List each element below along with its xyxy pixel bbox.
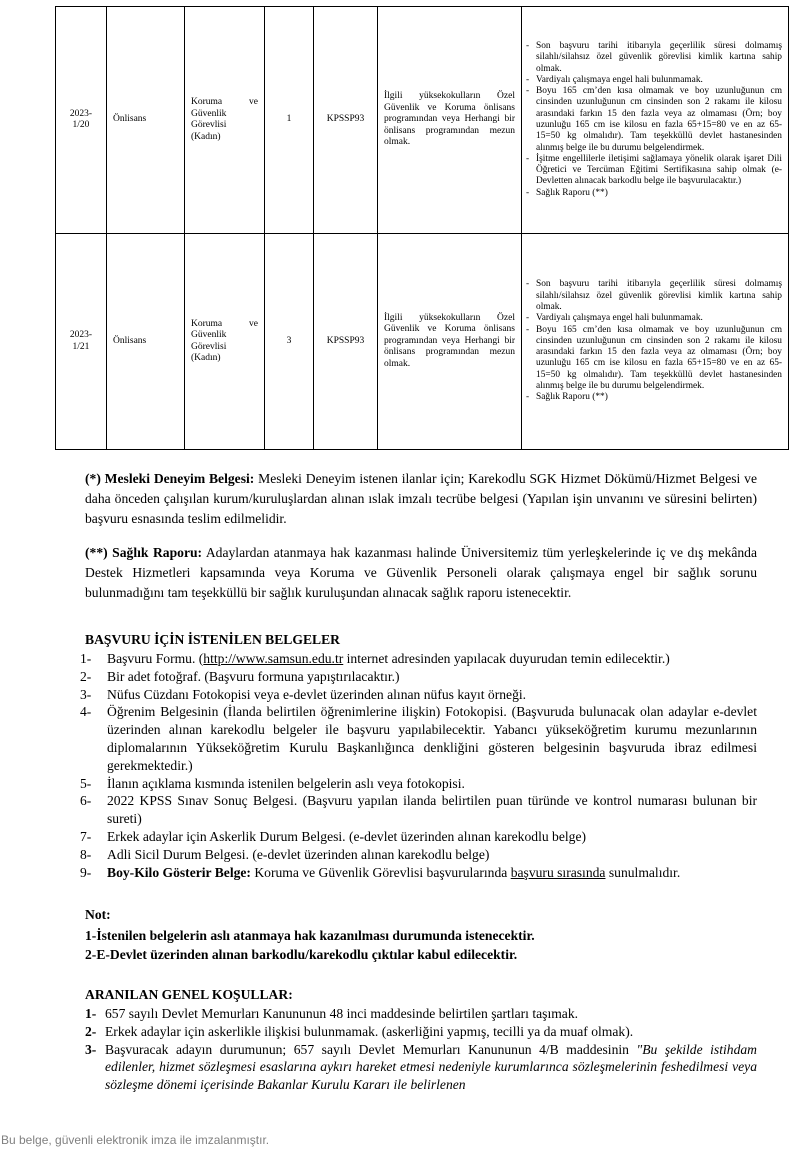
score-type: KPSSP93: [314, 234, 378, 450]
education-requirement: İlgili yüksekokulların Özel Güvenlik ve Koruma önlisans programından veya Herhangi bir önlisans programından mezun olmak.: [378, 7, 522, 234]
item-text: sunulmalıdır.: [605, 864, 681, 880]
list-item: [80, 864, 757, 882]
item-text: Öğrenim Belgesinin (İlanda belirtilen öğrenimlerine ilişkin) Fotokopisi. (Başvuruda bulunacak olan adaylar e-devlet üzerinden alınan karekodlu belgeler ile başvuru yapılabilecektir. Yabancı yükseköğretim kurumu mezunlarının diplomalarının Yükseköğretim Kurulu Başkanlığınca denkliğini gösteren belgesinin başvuruda ibraz edilmesi gerekmektedir.): [107, 704, 757, 773]
item-text: Adli Sicil Durum Belgesi. (e-devlet üzerinden alınan karekodlu belge): [107, 846, 490, 862]
note-professional-experience: [85, 469, 757, 529]
item-quote: "Bu şekilde istihdam edilenler, hizmet sözleşmesi esaslarına aykırı hareket etmesi nedeniyle kurumlarınca sözleşmelerinin feshedilmesi veya sözleşme dönemi içerisinde Bakanlar Kurulu Kararı ile belirlenen: [105, 1041, 757, 1093]
list-item: [80, 792, 757, 828]
list-item: [80, 828, 757, 846]
position-title: Koruma ve Güvenlik Görevlisi (Kadın): [185, 7, 265, 234]
condition-item: - Boyu 165 cm’den kısa olmamak ve boy uzunluğunun cm cinsinden uzunluğunun cm cinsinden son 2 rakamı ile kilosu arasındaki farkın 15 den fazla veya az olmaması (Örn; boy uzunluğu 165 cm ise kilosu en fazla 65+15=80 ve en az 65-15=50 kg olmalıdır). Tam teşekküllü devlet hastanesinden alınmış belge ile bu durumu belgelendirmek.: [526, 325, 782, 393]
note-label: (*) Mesleki Deneyim Belgesi:: [85, 471, 255, 486]
table-row: [56, 234, 789, 450]
item-text: Nüfus Cüzdanı Fotokopisi veya e-devlet üzerinden alınan nüfus kayıt örneği.: [107, 686, 527, 702]
e-signature-footer: Bu belge, güvenli elektronik imza ile imzalanmıştır.: [1, 1133, 270, 1147]
item-text: İlanın açıklama kısmında istenilen belgelerin aslı veya fotokopisi.: [107, 775, 465, 791]
general-conditions-list: [85, 1005, 757, 1094]
score-type: KPSSP93: [314, 7, 378, 234]
list-item: [80, 650, 757, 668]
note-health-report: [85, 543, 757, 603]
list-item: [80, 686, 757, 704]
item-number: 7-: [80, 828, 92, 844]
condition-item: - İşitme engellilerle iletişimi sağlamaya yönelik olarak işaret Dili Öğretici ve Tercüman Eğitimi Sertifikasına sahip olmak (e-Devletten alınacak barkodlu belge ile başvurulacaktır.): [526, 154, 782, 188]
list-item: [80, 668, 757, 686]
item-number: 3-: [80, 686, 92, 702]
not-line-2: 2-E-Devlet üzerinden alınan barkodlu/karekodlu çıktılar kabul edilecektir.: [85, 947, 518, 962]
item-bold-label: Boy-Kilo Gösterir Belge:: [107, 864, 251, 880]
item-text: Erkek adaylar için Askerlik Durum Belgesi. (e-devlet üzerinden alınan karekodlu belge): [107, 828, 587, 844]
list-item: [80, 703, 757, 774]
condition-item: - Sağlık Raporu (**): [526, 188, 782, 199]
position-code: 2023-1/20: [56, 7, 107, 234]
conditions-cell: [522, 7, 789, 234]
education-requirement: İlgili yüksekokulların Özel Güvenlik ve Koruma önlisans programından veya Herhangi bir önlisans programından mezun olmak.: [378, 234, 522, 450]
item-number: 5-: [80, 775, 92, 791]
item-text: Başvuracak adayın durumunun; 657 sayılı Devlet Memurları Kanununun 4/B maddesinin: [105, 1041, 637, 1057]
not-line-1: 1-İstenilen belgelerin aslı atanmaya hak kazanılması durumunda istenecektir.: [85, 928, 535, 943]
list-item: [85, 1023, 757, 1041]
condition-item: - Boyu 165 cm’den kısa olmamak ve boy uzunluğunun cm cinsinden uzunluğunun cm cinsinden son 2 rakamı ile kilosu arasındaki farkın 15 den fazla veya az olmaması (Örn; boy uzunluğu 165 cm ise kilosu en fazla 65+15=80 ve en az 65-15=50 kg olmalıdır). Tam teşekküllü devlet hastanesinden alınmış belge ile bu durumu belgelendirmek.: [526, 86, 782, 154]
condition-item: - Sağlık Raporu (**): [526, 392, 782, 403]
list-item: [85, 1041, 757, 1094]
item-text: 2022 KPSS Sınav Sonuç Belgesi. (Başvuru yapılan ilanda belirtilen puan türünde ve kontrol numarası bulunan bir sureti): [107, 793, 757, 827]
note-label: (**) Sağlık Raporu:: [85, 545, 203, 560]
item-underlined-text: başvuru sırasında: [510, 864, 606, 880]
list-item: [85, 1005, 757, 1023]
item-text: Koruma ve Güvenlik Görevlisi başvurularında: [250, 864, 511, 880]
general-conditions-heading: ARANILAN GENEL KOŞULLAR:: [85, 987, 293, 1002]
position-count: 1: [265, 7, 314, 234]
position-count: 3: [265, 234, 314, 450]
documents-heading: BAŞVURU İÇİN İSTENİLEN BELGELER: [85, 632, 340, 647]
item-text: internet adresinden yapılacak duyurudan temin edilecektir.): [343, 651, 670, 666]
item-text: 657 sayılı Devlet Memurları Kanununun 48 inci maddesinde belirtilen şartları taşımak.: [105, 1006, 579, 1021]
item-number: 2-: [80, 668, 92, 684]
item-text: Bir adet fotoğraf. (Başvuru formuna yapıştırılacaktır.): [107, 668, 400, 684]
not-heading: Not:: [85, 907, 111, 922]
item-text: Başvuru Formu. (: [107, 651, 204, 666]
item-number: 1-: [80, 651, 92, 666]
item-number: 8-: [80, 846, 92, 862]
university-website-link[interactable]: http://www.samsun.edu.tr: [203, 651, 344, 666]
list-item: [80, 846, 757, 864]
condition-item: - Son başvuru tarihi itibarıyla geçerlilik süresi dolmamış silahlı/silahsız özel güvenlik görevlisi kimlik kartına sahip olmak.: [526, 41, 782, 75]
position-code: 2023-1/21: [56, 234, 107, 450]
documents-list: [80, 650, 757, 881]
note-text: Mesleki Deneyim istenen ilanlar için; Karekodlu SGK Hizmet Dökümü/Hizmet Belgesi ve daha önceden çalışılan kurum/kuruluşlardan alınan ıslak imzalı tecrübe belgesi (Yapılan işin unvanını ve süresini belirten) başvuru esnasında teslim edilmelidir.: [85, 471, 757, 526]
positions-table: [55, 6, 789, 450]
item-number: 4-: [80, 704, 92, 720]
list-item: [80, 775, 757, 793]
position-title: Koruma ve Güvenlik Görevlisi (Kadın): [185, 234, 265, 450]
item-number: 6-: [80, 793, 92, 809]
condition-item: - Vardiyalı çalışmaya engel hali bulunmamak.: [526, 313, 782, 324]
item-number: 2-: [85, 1023, 97, 1039]
item-number: 9-: [80, 864, 92, 880]
item-number: 3-: [85, 1041, 97, 1057]
education-level: Önlisans: [107, 234, 185, 450]
condition-item: - Vardiyalı çalışmaya engel hali bulunmamak.: [526, 75, 782, 86]
item-number: 1-: [85, 1006, 97, 1021]
condition-item: - Son başvuru tarihi itibarıyla geçerlilik süresi dolmamış silahlı/silahsız özel güvenlik görevlisi kimlik kartına sahip olmak.: [526, 279, 782, 313]
note-text: Adaylardan atanmaya hak kazanması halinde Üniversitemiz tüm yerleşkelerinde iç ve dış mekânda Destek Hizmetleri kapsamında veya Koruma ve Güvenlik Personeli olarak çalışmaya engel bir sağlık sorunu bulunmadığını tam teşekküllü bir sağlık kuruluşundan alınacak sağlık raporu istenecektir.: [85, 545, 757, 600]
table-row: [56, 7, 789, 234]
education-level: Önlisans: [107, 7, 185, 234]
item-text: Erkek adaylar için askerlikle ilişkisi bulunmamak. (askerliğini yapmış, tecilli ya da muaf olmak).: [105, 1023, 634, 1039]
conditions-cell: [522, 234, 789, 450]
